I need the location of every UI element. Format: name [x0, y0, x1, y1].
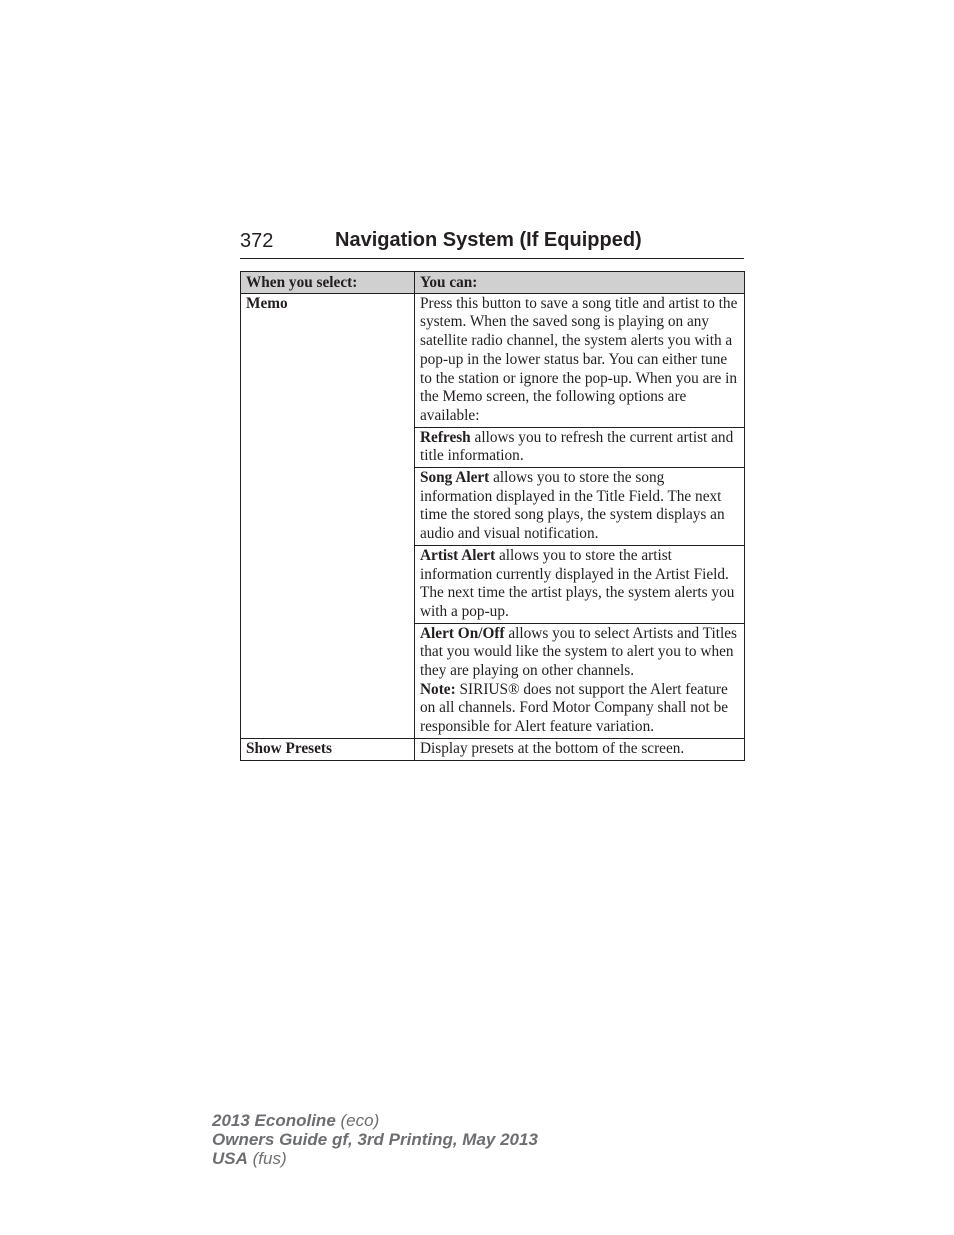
note-term: Note: [420, 680, 456, 698]
refresh-text: allows you to refresh the current artist and title information. [420, 428, 734, 465]
alert-on-off-cell [415, 623, 745, 738]
table-header-row [241, 272, 745, 294]
refresh-cell [415, 427, 745, 467]
column-header-select: When you select: [241, 272, 415, 294]
page-number: 372 [240, 230, 274, 252]
song-alert-term: Song Alert [420, 469, 490, 487]
show-presets-label: Show Presets [241, 738, 415, 760]
table-row-memo [241, 293, 745, 427]
song-alert-cell [415, 468, 745, 546]
alert-on-off-text: allows you to select Artists and Titles that you would like the system to alert you to when they are playing on other channels. [420, 624, 737, 680]
page-footer [212, 1111, 538, 1168]
footer-region: USA [212, 1149, 248, 1168]
artist-alert-term: Artist Alert [420, 546, 496, 564]
artist-alert-cell [415, 545, 745, 623]
footer-region-code: (fus) [247, 1149, 287, 1168]
page-header [240, 228, 744, 259]
memo-label: Memo [241, 293, 415, 738]
footer-line-3 [212, 1149, 538, 1168]
show-presets-description: Display presets at the bottom of the screen. [415, 738, 745, 760]
alert-on-off-term: Alert On/Off [420, 624, 505, 642]
note [420, 681, 740, 737]
footer-line-2: Owners Guide gf, 3rd Printing, May 2013 [212, 1130, 538, 1149]
refresh-term: Refresh [420, 428, 471, 446]
column-header-can: You can: [415, 272, 745, 294]
footer-line-1 [212, 1111, 538, 1130]
table-row-show-presets [241, 738, 745, 760]
memo-description: Press this button to save a song title and artist to the system. When the saved song is playing on any satellite radio channel, the system alerts you with a pop-up in the lower status bar. You can either tune to the station or ignore the pop-up. When you are in the Memo screen, the following options are available: [415, 293, 745, 427]
footer-model-code: (eco) [335, 1111, 380, 1130]
options-table [240, 271, 745, 761]
artist-alert-text: allows you to store the artist information currently displayed in the Artist Field. The next time the artist plays, the system alerts you with a pop-up. [420, 546, 735, 620]
song-alert-text: allows you to store the song information displayed in the Title Field. The next time the stored song plays, the system displays an audio and visual notification. [420, 469, 725, 543]
section-title: Navigation System (If Equipped) [335, 229, 642, 251]
footer-model: 2013 Econoline [212, 1111, 336, 1130]
note-text: SIRIUS® does not support the Alert feature on all channels. Ford Motor Company shall not be responsible for Alert feature variation. [420, 680, 729, 736]
